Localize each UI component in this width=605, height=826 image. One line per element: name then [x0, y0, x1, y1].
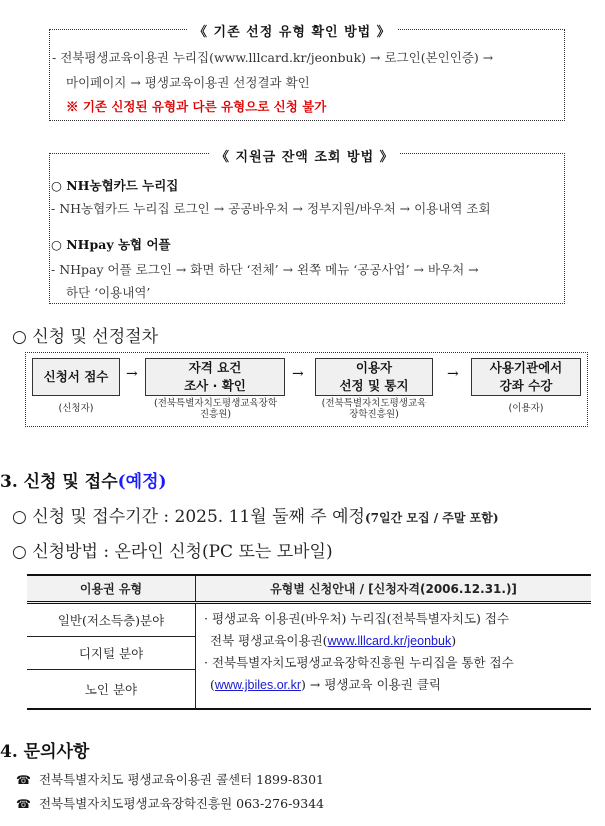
type-senior: 노인 분야 — [27, 670, 196, 710]
nh-card-steps: - NH농협카드 누리집 로그인 → 공공바우처 → 정부지원/바우처 → 이용내역 조회 — [51, 201, 491, 216]
caption-line: (전북특별자치도평생교육 — [321, 398, 427, 409]
flow-step-selection-line1: 이용자 — [355, 360, 393, 375]
flow-caption-eligibility — [138, 398, 293, 420]
flow-caption-selection — [312, 398, 436, 420]
guide-bullet-2-cont — [204, 674, 591, 696]
flow-caption-applicant — [32, 403, 120, 414]
lllcard-link[interactable]: www.lllcard.kr/jeonbuk — [327, 634, 452, 648]
flow-step-eligibility — [145, 358, 285, 396]
section3-title-text: 3. 신청 및 접수 — [0, 472, 118, 492]
section3-title — [0, 467, 167, 492]
caption-line: (전북특별자치도평생교육장학 — [153, 398, 277, 409]
application-period-note: (7일간 모집 / 주말 포함) — [364, 511, 499, 525]
header-guide: 유형별 신청안내 / [신청자격(2006.12.31.)] — [196, 575, 592, 603]
application-method: ○ 신청방법 : 온라인 신청(PC 또는 모바일) — [12, 542, 333, 562]
flow-step-eligibility-line1: 자격 요건 — [188, 360, 242, 375]
guide-text: ) → 평생교육 이용권 클릭 — [301, 677, 441, 692]
contact-institute-text: 전북특별자치도평생교육장학진흥원 063-276-9344 — [38, 796, 325, 811]
guide-text: 전북 평생교육이용권( — [210, 633, 328, 648]
contact-callcenter-text: 전북특별자치도 평생교육이용권 콜센터 1899-8301 — [38, 772, 324, 787]
application-period-text: ○ 신청 및 접수기간 : 2025. 11월 둘째 주 예정 — [12, 507, 365, 527]
type-digital: 디지털 분야 — [27, 637, 196, 670]
flow-arrow-2: → — [292, 366, 304, 382]
application-period — [12, 502, 499, 527]
guide-bullet-1: · 평생교육 이용권(바우처) 누리집(전북특별자치도) 접수 — [204, 611, 510, 626]
caption-line: (신청자) — [58, 403, 94, 414]
procedure-heading: ○ 신청 및 선정절차 — [12, 327, 158, 347]
guide-bullet-1-cont — [204, 630, 591, 652]
flow-step-eligibility-line2: 조사 · 확인 — [184, 378, 246, 393]
nhpay-heading: ○ NHpay 농협 어플 — [51, 237, 171, 252]
flow-step-course-line1: 사용기관에서 — [489, 360, 563, 375]
table-header-row — [27, 575, 591, 603]
application-guide-cell — [196, 603, 592, 710]
type-general: 일반(저소득층)분야 — [27, 603, 196, 637]
nhpay-steps-2: 하단 ‘이용내역’ — [66, 285, 151, 300]
nh-card-heading: ○ NH농협카드 누리집 — [51, 178, 179, 193]
contact-institute — [16, 794, 324, 812]
flow-step-course-line2: 강좌 수강 — [499, 378, 553, 393]
table-row — [27, 603, 591, 637]
caption-line: (이용자) — [508, 403, 544, 414]
check-warning: ※ 기존 신정된 유형과 다른 유형으로 신청 불가 — [66, 99, 327, 114]
flow-step-selection-line2: 선정 및 통지 — [339, 378, 409, 393]
voucher-type-table — [27, 574, 591, 710]
flow-arrow-1: → — [126, 366, 138, 382]
existing-type-check-title: 《 기존 선정 유형 확인 방법 》 — [188, 21, 397, 40]
caption-line: 진흥원) — [199, 409, 232, 420]
contact-callcenter — [16, 770, 324, 788]
balance-check-title: 《 지원금 잔액 조회 방법 》 — [210, 146, 400, 165]
section3-title-status: (예정) — [117, 472, 167, 492]
header-voucher-type: 이용권 유형 — [27, 575, 196, 603]
check-line-2: 마이페이지 → 평생교육이용권 선정결과 확인 — [66, 75, 310, 90]
guide-bullet-2: · 전북특별자치도평생교육장학진흥원 누리집을 통한 접수 — [204, 655, 514, 670]
flow-caption-user — [471, 403, 581, 414]
section4-title: 4. 문의사항 — [0, 742, 90, 762]
guide-text: ( — [210, 677, 215, 692]
phone-icon: ☎ — [16, 773, 31, 787]
phone-icon: ☎ — [16, 797, 31, 811]
jbiles-link[interactable]: www.jbiles.or.kr — [214, 678, 302, 692]
guide-text: ) — [451, 633, 457, 648]
flow-step-course — [471, 358, 581, 396]
flow-step-apply — [32, 358, 120, 396]
caption-line: 장학진흥원) — [349, 409, 399, 420]
flow-step-selection — [315, 358, 433, 396]
check-line-1: - 전북평생교육이용권 누리집(www.lllcard.kr/jeonbuk) → 로그인(본인인증) → — [52, 50, 494, 65]
nhpay-steps-1: - NHpay 어플 로그인 → 화면 하단 ‘전체’ → 왼쪽 메뉴 ‘공공사업’ → 바우처 → — [51, 262, 479, 277]
flow-step-apply-label: 신청서 점수 — [43, 369, 109, 384]
flow-arrow-3: → — [447, 366, 459, 382]
